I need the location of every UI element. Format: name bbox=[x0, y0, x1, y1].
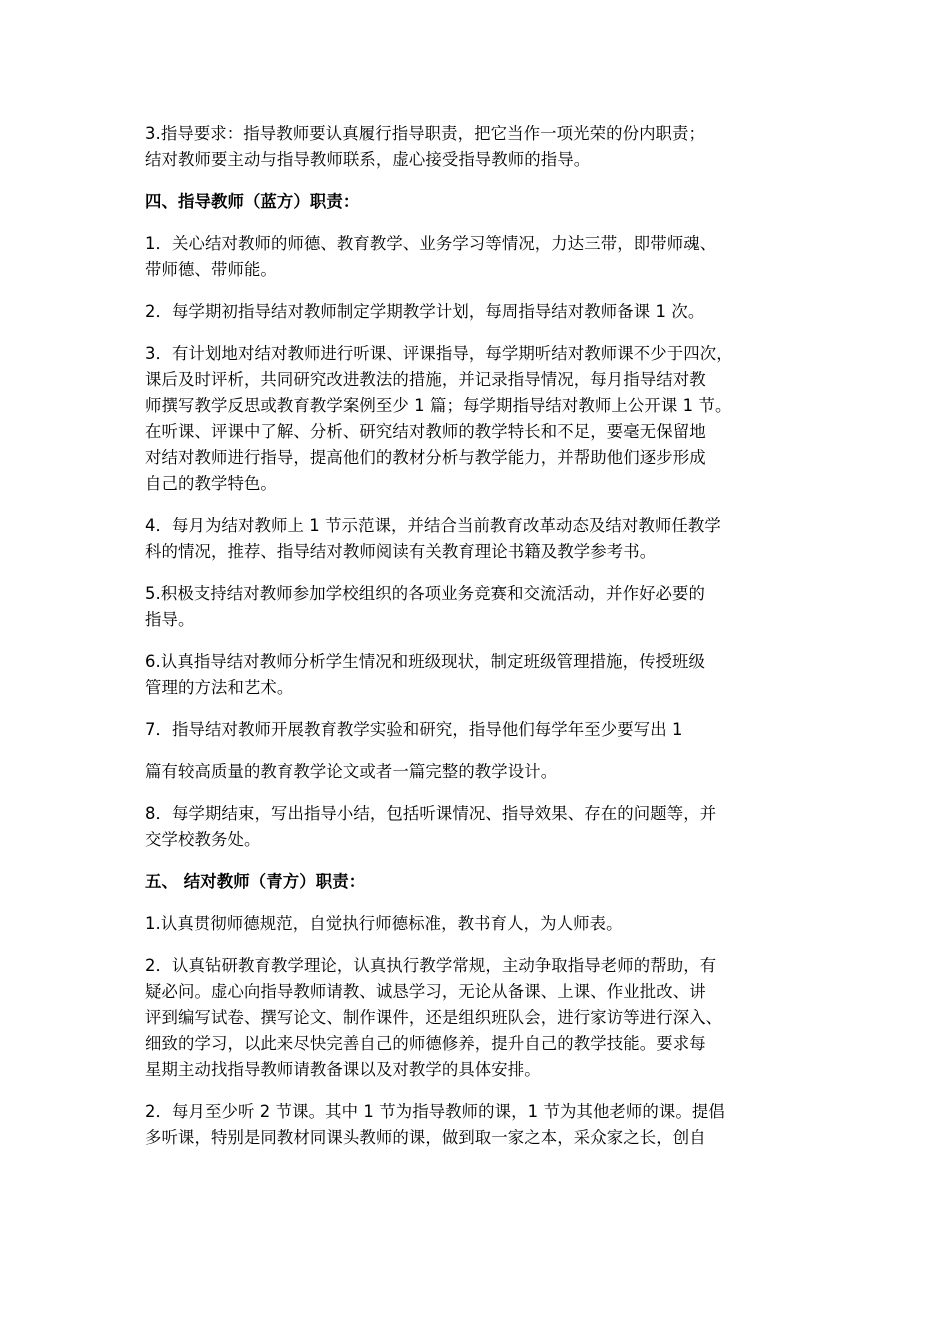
paragraph-mentor-duty-5: 5.积极支持结对教师参加学校组织的各项业务竞赛和交流活动，并作好必要的 指导。 bbox=[145, 584, 706, 629]
paragraph-guidance-requirements: 3.指导要求：指导教师要认真履行指导职责，把它当作一项光荣的份内职责； 结对教师要主动与指导教师联系，虚心接受指导教师的指导。 bbox=[145, 124, 706, 169]
paragraph-mentee-duty-1: 1.认真贯彻师德规范，自觉执行师德标准，教书育人，为人师表。 bbox=[145, 914, 623, 933]
section-heading-mentor-duties: 四、指导教师（蓝方）职责： bbox=[145, 192, 360, 211]
paragraph-mentor-duty-1: 1．关心结对教师的师德、教育教学、业务学习等情况，力达三带，即带师魂、 带师德、带师能。 bbox=[145, 234, 717, 279]
section-heading-mentee-duties: 五、 结对教师（青方）职责： bbox=[145, 872, 366, 891]
paragraph-mentor-duty-8: 8．每学期结束，写出指导小结，包括听课情况、指导效果、存在的问题等，并 交学校教务处。 bbox=[145, 804, 717, 849]
document-page bbox=[145, 121, 810, 1167]
paragraph-mentor-duty-3: 3．有计划地对结对教师进行听课、评课指导，每学期听结对教师课不少于四次， 课后及时评析，共同研究改进教法的措施，并记录指导情况，每月指导结对教 师撰写教学反思或教育教学案例至少 1 篇；每学期指导结对教师上公开课 1 节。 在听课、评课中了解、分析、研究结对教师的教学特长和不足，要毫无保留地 对结对教师进行指导，提高他们的教材分析与教学能力，并帮助他们逐步形成 自己的教学特色。 bbox=[145, 344, 733, 493]
paragraph-mentor-duty-7: 7．指导结对教师开展教育教学实验和研究，指导他们每学年至少要写出 1 bbox=[145, 720, 683, 739]
paragraph-mentor-duty-2: 2．每学期初指导结对教师制定学期教学计划，每周指导结对教师备课 1 次。 bbox=[145, 302, 705, 321]
paragraph-mentor-duty-7-continued: 篇有较高质量的教育教学论文或者一篇完整的教学设计。 bbox=[145, 762, 558, 781]
paragraph-mentee-duty-2: 2．认真钻研教育教学理论，认真执行教学常规，主动争取指导老师的帮助，有 疑必问。虚心向指导教师请教、诚恳学习，无论从备课、上课、作业批改、讲 评到编写试卷、撰写论文、制作课件，还是组织班队会，进行家访等进行深入、 细致的学习，以此来尽快完善自己的师德修养，提升自己的教学技能。要求每 星期主动找指导教师请教备课以及对教学的具体安排。 bbox=[145, 956, 723, 1079]
paragraph-mentee-duty-2b: 2．每月至少听 2 节课。其中 1 节为指导教师的课，1 节为其他老师的课。提倡 多听课，特别是同教材同课头教师的课，做到取一家之本，采众家之长，创自 bbox=[145, 1102, 725, 1147]
paragraph-mentor-duty-6: 6.认真指导结对教师分析学生情况和班级现状，制定班级管理措施，传授班级 管理的方法和艺术。 bbox=[145, 652, 706, 697]
paragraph-mentor-duty-4: 4．每月为结对教师上 1 节示范课，并结合当前教育改革动态及结对教师任教学 科的情况，推荐、指导结对教师阅读有关教育理论书籍及教学参考书。 bbox=[145, 516, 721, 561]
